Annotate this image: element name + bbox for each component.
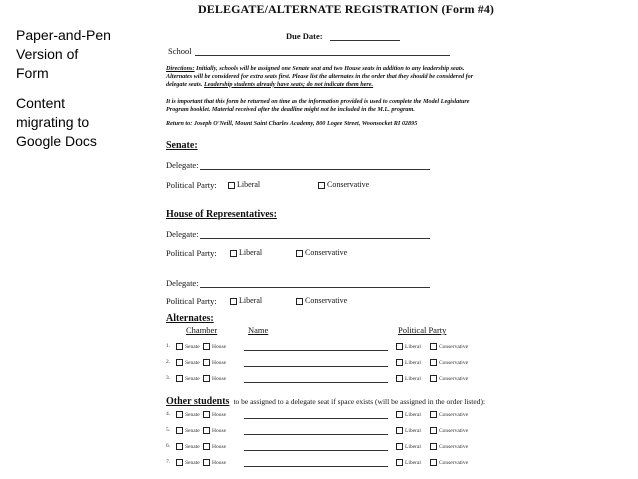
senate-option: Senate xyxy=(176,359,200,366)
directions-label: Directions: xyxy=(166,65,195,72)
liberal-option: Liberal xyxy=(396,459,421,466)
return-address: Return to: Joseph O'Neill, Mount Saint Charles Academy, 800 Logee Street, Woonsocket RI 02895 xyxy=(166,120,418,127)
row-number: 5. xyxy=(166,427,171,433)
conservative-option: Conservative xyxy=(430,343,468,350)
checkbox-icon xyxy=(396,375,403,382)
column-name: Name xyxy=(248,325,269,335)
checkbox-icon xyxy=(203,343,210,350)
checkbox-icon xyxy=(176,375,183,382)
directions-text xyxy=(166,65,488,88)
checkbox-icon xyxy=(430,343,437,350)
checkbox-icon xyxy=(396,427,403,434)
column-chamber: Chamber xyxy=(186,325,218,335)
house-header: House of Representatives: xyxy=(166,209,277,220)
row-number: 3. xyxy=(166,375,171,381)
row-number: 6. xyxy=(166,443,171,449)
scanned-form xyxy=(150,0,638,479)
house-conservative-option-1: Conservative xyxy=(296,248,347,257)
checkbox-icon xyxy=(203,359,210,366)
column-political-party: Political Party xyxy=(398,325,447,335)
senate-option: Senate xyxy=(176,411,200,418)
alternates-header: Alternates: xyxy=(166,313,214,324)
house-party-label-2: Political Party: xyxy=(166,296,217,306)
checkbox-icon xyxy=(430,459,437,466)
conservative-option: Conservative xyxy=(430,459,468,466)
conservative-option: Conservative xyxy=(430,375,468,382)
checkbox-icon xyxy=(430,359,437,366)
house-option: House xyxy=(203,459,226,466)
checkbox-icon xyxy=(396,359,403,366)
liberal-option: Liberal xyxy=(396,427,421,434)
checkbox-icon xyxy=(176,411,183,418)
name-line xyxy=(244,418,388,419)
name-line xyxy=(244,350,388,351)
house-option: House xyxy=(203,359,226,366)
form-title: DELEGATE/ALTERNATE REGISTRATION (Form #4) xyxy=(198,2,495,16)
senate-option: Senate xyxy=(176,459,200,466)
checkbox-icon xyxy=(296,298,303,305)
checkbox-icon xyxy=(430,427,437,434)
conservative-option: Conservative xyxy=(430,443,468,450)
checkbox-icon xyxy=(203,411,210,418)
senate-delegate-line xyxy=(200,169,430,170)
liberal-option: Liberal xyxy=(396,375,421,382)
sidebar-note-paper-form: Paper-and-Pen Version of Form xyxy=(16,27,111,81)
house-delegate-line-2 xyxy=(200,287,430,288)
house-option: House xyxy=(203,343,226,350)
conservative-option: Conservative xyxy=(430,427,468,434)
name-line xyxy=(244,450,388,451)
senate-option: Senate xyxy=(176,427,200,434)
liberal-option: Liberal xyxy=(396,343,421,350)
due-date-label: Due Date: xyxy=(286,31,323,41)
important-text: It is important that this form be returned on time as the information provided is used to complete the Model Legislature Program booklet. Material received after the deadline might not be included in the M.L. program. xyxy=(166,98,470,113)
row-number: 1. xyxy=(166,343,171,349)
directions-body: Initially, schools will be assigned one Senate seat and two House seats in addition to any leadership seats. Alternates will be considered for extra seats first. Please list the alternates in the order that they should be considered for delegate seats. xyxy=(166,65,474,88)
conservative-option: Conservative xyxy=(430,411,468,418)
checkbox-icon xyxy=(230,250,237,257)
name-line xyxy=(244,382,388,383)
school-label: School xyxy=(168,46,192,56)
checkbox-icon xyxy=(176,359,183,366)
conservative-option: Conservative xyxy=(430,359,468,366)
checkbox-icon xyxy=(203,427,210,434)
senate-option: Senate xyxy=(176,375,200,382)
row-number: 2. xyxy=(166,359,171,365)
checkbox-icon xyxy=(176,427,183,434)
other-students-heading xyxy=(166,391,485,409)
checkbox-icon xyxy=(203,459,210,466)
school-line xyxy=(195,55,450,56)
checkbox-icon xyxy=(176,343,183,350)
house-option: House xyxy=(203,375,226,382)
checkbox-icon xyxy=(396,343,403,350)
name-line xyxy=(244,434,388,435)
house-option: House xyxy=(203,427,226,434)
checkbox-icon xyxy=(430,411,437,418)
house-delegate-line-1 xyxy=(200,238,430,239)
checkbox-icon xyxy=(203,443,210,450)
name-line xyxy=(244,366,388,367)
checkbox-icon xyxy=(396,411,403,418)
name-line xyxy=(244,466,388,467)
checkbox-icon xyxy=(176,459,183,466)
checkbox-icon xyxy=(228,182,235,189)
due-date-line xyxy=(330,40,400,41)
house-party-label-1: Political Party: xyxy=(166,248,217,258)
senate-delegate-label: Delegate: xyxy=(166,160,199,170)
senate-option: Senate xyxy=(176,343,200,350)
senate-party-label: Political Party: xyxy=(166,180,217,190)
liberal-option: Liberal xyxy=(396,443,421,450)
senate-conservative-option: Conservative xyxy=(318,180,369,189)
checkbox-icon xyxy=(230,298,237,305)
liberal-option: Liberal xyxy=(396,359,421,366)
checkbox-icon xyxy=(176,443,183,450)
house-option: House xyxy=(203,411,226,418)
house-liberal-option-2: Liberal xyxy=(230,296,262,305)
row-number: 7. xyxy=(166,459,171,465)
checkbox-icon xyxy=(430,375,437,382)
row-number: 4. xyxy=(166,411,171,417)
senate-option: Senate xyxy=(176,443,200,450)
senate-header: Senate: xyxy=(166,140,198,151)
house-conservative-option-2: Conservative xyxy=(296,296,347,305)
other-students-text: to be assigned to a delegate seat if space exists (will be assigned in the order listed): xyxy=(233,397,486,406)
checkbox-icon xyxy=(296,250,303,257)
directions-leadership-note: Leadership students already have seats; do not indicate them here. xyxy=(203,80,374,88)
house-delegate-label-1: Delegate: xyxy=(166,229,199,239)
checkbox-icon xyxy=(396,459,403,466)
sidebar-note-google-docs: Content migrating to Google Docs xyxy=(16,95,97,149)
other-students-header: Other students xyxy=(166,396,230,407)
checkbox-icon xyxy=(430,443,437,450)
house-liberal-option-1: Liberal xyxy=(230,248,262,257)
house-option: House xyxy=(203,443,226,450)
senate-liberal-option: Liberal xyxy=(228,180,260,189)
house-delegate-label-2: Delegate: xyxy=(166,278,199,288)
checkbox-icon xyxy=(318,182,325,189)
checkbox-icon xyxy=(203,375,210,382)
checkbox-icon xyxy=(396,443,403,450)
liberal-option: Liberal xyxy=(396,411,421,418)
